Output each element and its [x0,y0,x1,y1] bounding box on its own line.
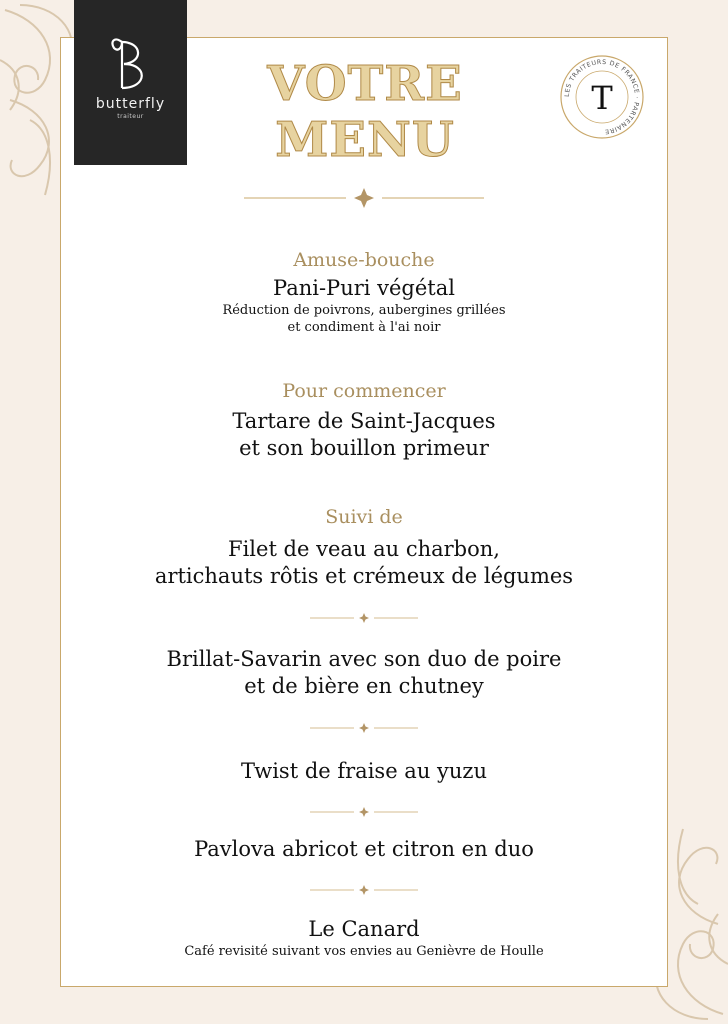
butterfly-logo [74,0,187,165]
seal-letter: T [591,79,613,117]
course-dessert-1 [70,758,658,785]
title-divider [244,186,484,210]
course-suivi-de [70,505,658,590]
section-divider [310,884,418,896]
course-dish: Tartare de Saint-Jacques [232,409,496,433]
course-label: Amuse-bouche [293,249,435,271]
course-description: et condiment à l'ai noir [287,320,441,335]
course-dish: Filet de veau au charbon, [228,537,500,561]
course-amuse-bouche [70,248,658,336]
course-finale [70,916,658,960]
traiteurs-de-france-seal [559,54,645,140]
seal-ring-text: LES TRAITEURS DE FRANCE · PARTENAIRE [563,58,641,135]
course-dish: et de bière en chutney [244,674,484,698]
section-divider [310,722,418,734]
course-label: Suivi de [325,506,403,528]
course-dish: artichauts rôtis et crémeux de légumes [154,564,574,588]
logo-sub-text: traiteur [117,113,144,120]
section-divider [310,612,418,624]
course-label: Pour commencer [282,380,446,402]
course-pour-commencer [70,379,658,462]
course-dish: Twist de fraise au yuzu [240,759,487,783]
section-divider [310,806,418,818]
course-dish: Pani-Puri végétal [273,276,455,300]
course-dish: Pavlova abricot et citron en duo [194,837,534,861]
menu-title-line1: VOTRE [267,56,463,112]
logo-brand-text: butterfly [95,96,166,112]
butterfly-b-icon [108,34,154,92]
course-dish: Brillat-Savarin avec son duo de poire [166,647,562,671]
course-dish: et son bouillon primeur [239,436,489,460]
course-description: Café revisité suivant vos envies au Genièvre de Houlle [184,944,544,959]
course-description: Réduction de poivrons, aubergines grillées [222,303,506,318]
menu-title-line2: MENU [275,112,455,168]
course-dish: Le Canard [308,917,420,941]
course-dessert-2 [70,836,658,863]
course-cheese [70,646,658,700]
